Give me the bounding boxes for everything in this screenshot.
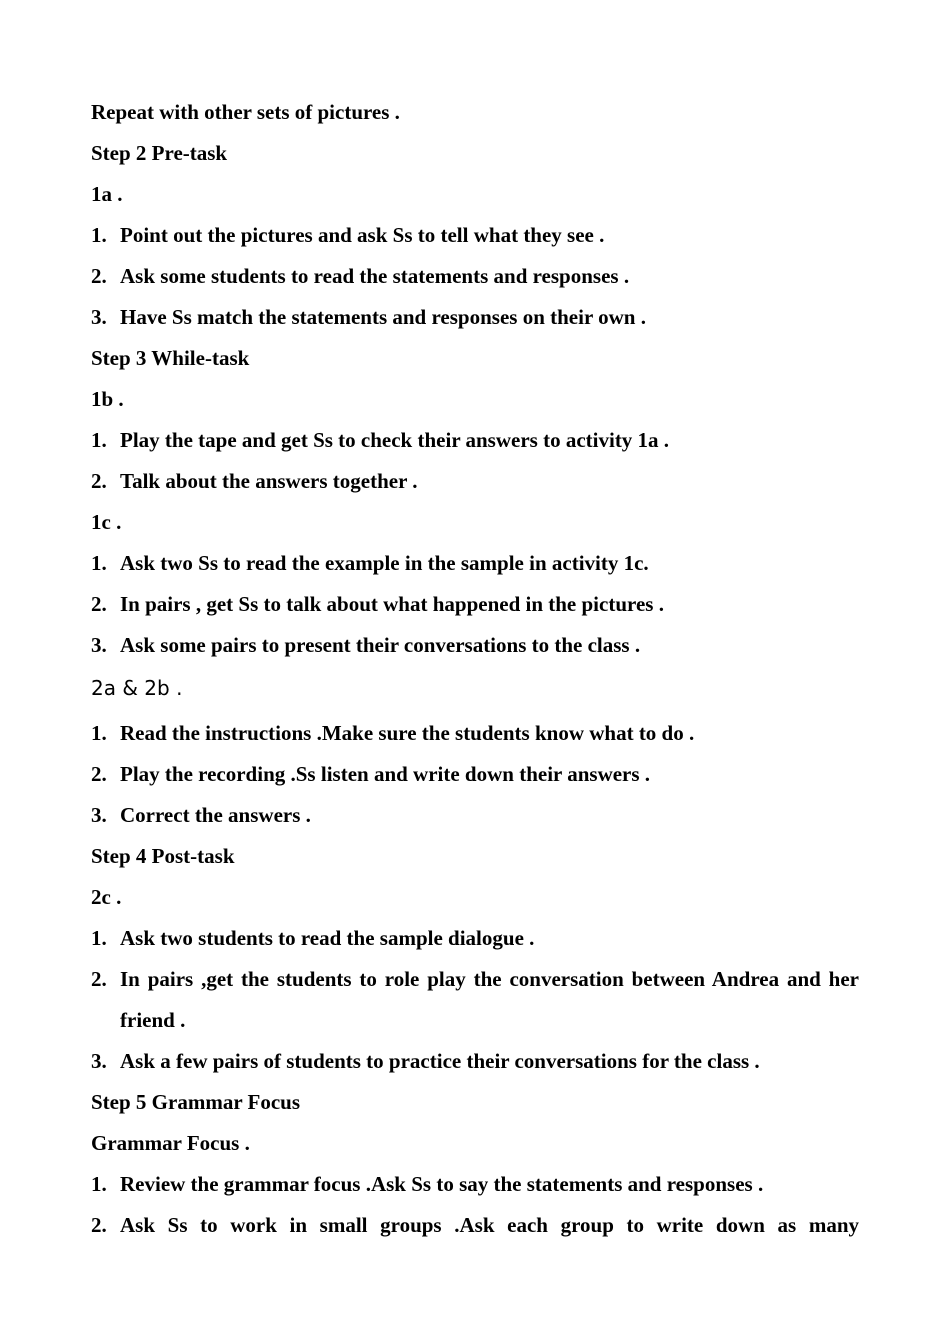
list-text: Have Ss match the statements and responses on their own .: [120, 305, 646, 329]
list-text: Ask a few pairs of students to practice their conversations for the class .: [120, 1049, 760, 1073]
list-number: 3.: [91, 305, 107, 329]
list-item: [91, 963, 859, 1045]
list-item: [91, 922, 859, 963]
list-text: Ask Ss to work in small groups .Ask each group to write down as many: [120, 1213, 859, 1237]
list-item: [91, 629, 859, 670]
list-item: [91, 219, 859, 260]
list-number: 1.: [91, 223, 107, 247]
list-item: [91, 1168, 859, 1209]
list-number: 2.: [91, 264, 107, 288]
list-text: Ask some pairs to present their conversations to the class .: [120, 633, 641, 657]
list-item: [91, 547, 859, 588]
list-item: [91, 424, 859, 465]
subheading-2c: 2c .: [91, 885, 122, 909]
list-text: Ask some students to read the statements and responses .: [120, 264, 630, 288]
subheading-grammar-focus: Grammar Focus .: [91, 1131, 250, 1155]
list-item: [91, 758, 859, 799]
subheading-1c: 1c .: [91, 510, 122, 534]
document-page: [91, 96, 859, 1250]
subheading-1b: 1b .: [91, 387, 124, 411]
list-number: 3.: [91, 1049, 107, 1073]
list-number: 1.: [91, 551, 107, 575]
subheading-1a: 1a .: [91, 182, 123, 206]
heading-step-4: Step 4 Post-task: [91, 844, 235, 868]
list-text: Ask two Ss to read the example in the sample in activity 1c.: [120, 551, 649, 575]
list-number: 2.: [91, 762, 107, 786]
list-text: Review the grammar focus .Ask Ss to say the statements and responses .: [120, 1172, 764, 1196]
list-number: 2.: [91, 1213, 107, 1237]
list-item: [91, 588, 859, 629]
heading-step-5: Step 5 Grammar Focus: [91, 1090, 301, 1114]
list-number: 2.: [91, 469, 107, 493]
list-number: 2.: [91, 967, 107, 991]
list-item: [91, 717, 859, 758]
list-text: Ask two students to read the sample dialogue .: [120, 926, 535, 950]
list-item: [91, 465, 859, 506]
list-number: 1.: [91, 926, 107, 950]
list-text: Read the instructions .Make sure the students know what to do .: [120, 721, 695, 745]
list-item: [91, 1209, 859, 1250]
subheading-2a-2b: 2a & 2b .: [91, 676, 183, 700]
list-number: 1.: [91, 1172, 107, 1196]
list-text: Play the tape and get Ss to check their answers to activity 1a .: [120, 428, 670, 452]
heading-step-2: Step 2 Pre-task: [91, 141, 228, 165]
list-text: Play the recording .Ss listen and write down their answers .: [120, 762, 651, 786]
list-item: [91, 260, 859, 301]
paragraph-repeat: Repeat with other sets of pictures .: [91, 100, 400, 124]
list-item: [91, 799, 859, 840]
list-text: Correct the answers .: [120, 803, 311, 827]
list-number: 2.: [91, 592, 107, 616]
list-item: [91, 301, 859, 342]
list-text: In pairs ,get the students to role play the conversation between Andrea and her friend .: [120, 967, 859, 1032]
heading-step-3: Step 3 While-task: [91, 346, 250, 370]
list-number: 1.: [91, 428, 107, 452]
list-number: 3.: [91, 803, 107, 827]
list-text: Point out the pictures and ask Ss to tell what they see .: [120, 223, 605, 247]
list-number: 3.: [91, 633, 107, 657]
list-text: In pairs , get Ss to talk about what happened in the pictures .: [120, 592, 664, 616]
list-text: Talk about the answers together .: [120, 469, 418, 493]
list-number: 1.: [91, 721, 107, 745]
list-item: [91, 1045, 859, 1086]
